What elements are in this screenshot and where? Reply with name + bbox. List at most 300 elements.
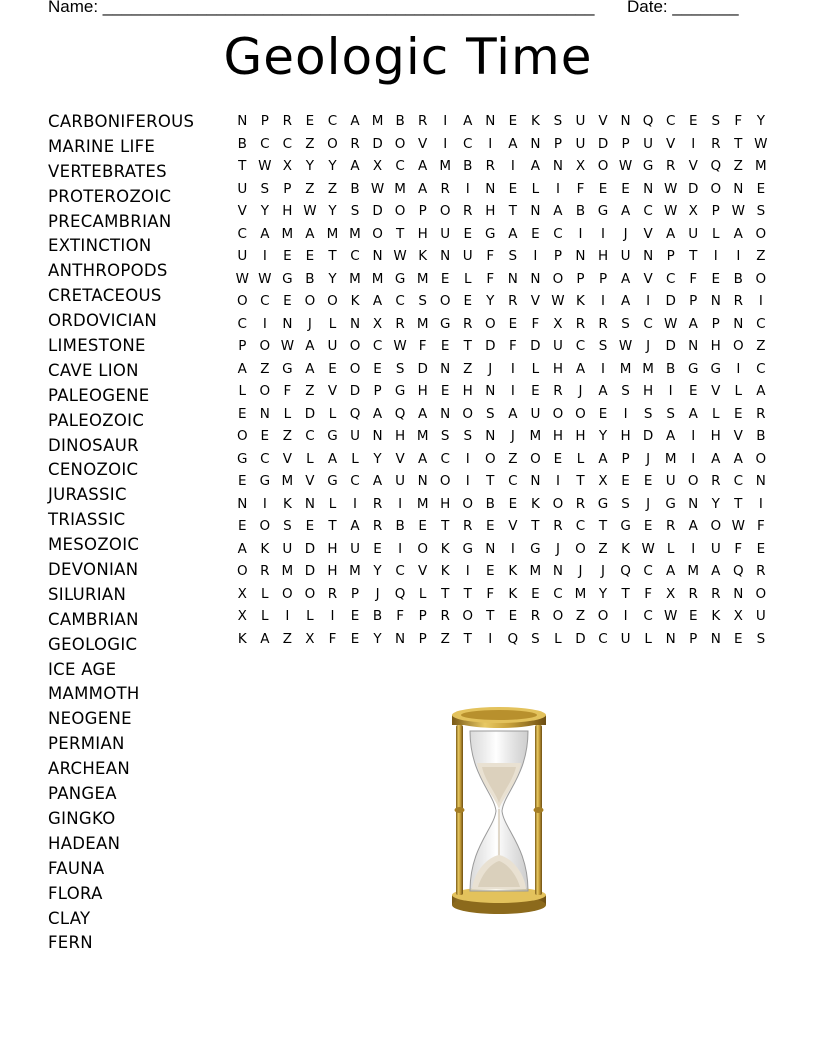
grid-letter: H	[440, 495, 451, 512]
grid-letter: W	[258, 158, 272, 175]
grid-letter: O	[327, 293, 338, 310]
grid-letter: U	[575, 135, 586, 152]
grid-row	[231, 493, 772, 516]
grid-letter: X	[598, 473, 608, 490]
grid-letter: J	[646, 450, 651, 467]
grid-letter: G	[394, 383, 406, 400]
grid-letter: E	[486, 563, 495, 580]
grid-letter: D	[417, 360, 428, 377]
grid-letter: T	[463, 630, 472, 647]
grid-letter: D	[597, 135, 609, 152]
grid-letter: K	[237, 630, 247, 647]
grid-letter: O	[597, 608, 609, 625]
grid-letter: S	[463, 428, 473, 445]
word-list-item: SILURIAN	[48, 584, 127, 604]
word-list-item: PROTEROZOIC	[48, 186, 172, 206]
grid-letter: E	[328, 360, 337, 377]
grid-letter: R	[688, 585, 698, 602]
grid-letter: T	[621, 585, 630, 602]
grid-letter: U	[688, 225, 699, 242]
grid-letter: R	[327, 585, 338, 602]
grid-letter: Y	[373, 630, 382, 647]
grid-letter: N	[485, 113, 496, 130]
grid-letter: Y	[373, 563, 382, 580]
grid-letter: K	[260, 540, 270, 557]
grid-letter: A	[463, 113, 473, 130]
grid-letter: L	[238, 383, 247, 400]
grid-letter: O	[439, 203, 451, 220]
grid-letter: O	[597, 158, 609, 175]
grid-letter: N	[530, 203, 541, 220]
grid-letter: A	[620, 203, 631, 220]
grid-letter: P	[418, 630, 427, 647]
grid-letter: M	[326, 225, 339, 242]
grid-letter: I	[465, 563, 470, 580]
word-list-item: CAMBRIAN	[48, 609, 139, 629]
grid-letter: B	[237, 135, 247, 152]
grid-letter: O	[439, 293, 451, 310]
grid-letter: Q	[507, 630, 519, 647]
grid-letter: E	[734, 630, 743, 647]
word-list-item: VERTEBRATES	[48, 161, 167, 181]
grid-letter: O	[462, 608, 474, 625]
grid-letter: V	[305, 473, 315, 490]
letter-grid	[231, 110, 772, 650]
grid-letter: T	[395, 225, 405, 242]
grid-letter: O	[484, 450, 496, 467]
grid-letter: E	[440, 338, 450, 355]
grid-letter: V	[643, 270, 653, 287]
grid-letter: N	[349, 315, 361, 332]
grid-letter: N	[417, 473, 428, 490]
word-list-item: CENOZOIC	[48, 460, 139, 480]
grid-letter: A	[733, 225, 743, 242]
grid-letter: T	[576, 473, 585, 490]
grid-letter: E	[238, 473, 247, 490]
grid-letter: I	[691, 135, 696, 152]
grid-letter: O	[282, 585, 293, 602]
grid-letter: I	[623, 405, 628, 422]
grid-row	[231, 538, 772, 561]
grid-letter: I	[758, 293, 763, 310]
grid-letter: E	[688, 608, 698, 625]
grid-row	[231, 223, 772, 246]
grid-row	[231, 358, 772, 381]
grid-letter: G	[439, 315, 451, 332]
grid-letter: N	[688, 338, 699, 355]
grid-letter: P	[283, 180, 292, 197]
grid-letter: E	[688, 383, 698, 400]
grid-letter: F	[508, 338, 517, 355]
grid-letter: H	[597, 248, 609, 265]
grid-letter: M	[281, 563, 294, 580]
grid-letter: W	[393, 338, 407, 355]
grid-letter: E	[260, 428, 270, 445]
grid-letter: I	[353, 495, 357, 512]
grid-letter: I	[262, 248, 267, 265]
grid-letter: O	[484, 315, 496, 332]
grid-letter: S	[553, 113, 563, 130]
grid-letter: U	[440, 225, 451, 242]
grid-letter: Y	[328, 158, 337, 175]
word-list-item: FAUNA	[48, 858, 105, 878]
grid-letter: I	[691, 540, 696, 557]
grid-letter: E	[440, 383, 450, 400]
grid-letter: N	[530, 473, 541, 490]
grid-row	[231, 200, 772, 223]
grid-letter: R	[553, 383, 563, 400]
grid-letter: U	[575, 113, 586, 130]
grid-letter: O	[439, 473, 451, 490]
grid-letter: H	[417, 383, 428, 400]
grid-letter: V	[418, 563, 428, 580]
grid-letter: C	[598, 630, 608, 647]
grid-letter: W	[618, 158, 633, 175]
grid-letter: Y	[328, 203, 337, 220]
grid-letter: O	[710, 518, 722, 535]
grid-letter: E	[508, 315, 518, 332]
grid-letter: M	[529, 563, 542, 580]
grid-letter: J	[646, 495, 651, 512]
grid-letter: G	[327, 428, 338, 445]
grid-letter: U	[282, 540, 293, 557]
grid-letter: C	[282, 135, 293, 152]
grid-letter: L	[283, 405, 292, 422]
grid-letter: N	[282, 315, 293, 332]
grid-letter: C	[305, 428, 315, 445]
grid-letter: O	[236, 293, 248, 310]
grid-letter: Y	[328, 270, 337, 287]
grid-letter: F	[283, 383, 292, 400]
grid-letter: S	[621, 383, 630, 400]
grid-letter: G	[462, 540, 473, 557]
grid-letter: V	[237, 203, 247, 220]
grid-letter: O	[394, 203, 406, 220]
grid-letter: A	[260, 225, 270, 242]
grid-letter: P	[350, 585, 360, 602]
grid-letter: N	[237, 113, 248, 130]
grid-letter: Y	[373, 450, 382, 467]
grid-letter: G	[327, 473, 338, 490]
grid-letter: S	[711, 113, 721, 130]
grid-letter: N	[372, 428, 383, 445]
grid-letter: N	[575, 248, 586, 265]
grid-letter: M	[281, 225, 294, 242]
grid-letter: V	[711, 383, 721, 400]
name-field-label: Name: ____________________________________________________	[48, 0, 595, 16]
grid-letter: D	[665, 293, 676, 310]
grid-letter: G	[687, 360, 699, 377]
grid-letter: A	[372, 473, 383, 490]
grid-letter: C	[395, 293, 405, 310]
grid-letter: E	[486, 518, 495, 535]
word-list-item: HADEAN	[48, 833, 121, 853]
grid-letter: J	[646, 338, 651, 355]
grid-letter: F	[396, 608, 404, 625]
grid-letter: W	[258, 270, 272, 287]
grid-letter: P	[418, 203, 427, 220]
grid-letter: W	[551, 293, 565, 310]
grid-letter: T	[598, 518, 608, 535]
grid-letter: O	[259, 338, 271, 355]
grid-letter: A	[372, 405, 383, 422]
grid-letter: O	[755, 225, 767, 242]
grid-letter: N	[755, 473, 766, 490]
grid-letter: F	[644, 585, 652, 602]
grid-letter: X	[666, 585, 676, 602]
grid-letter: O	[732, 338, 744, 355]
grid-letter: C	[463, 135, 473, 152]
grid-letter: W	[731, 518, 745, 535]
grid-letter: K	[711, 608, 721, 625]
grid-letter: S	[395, 360, 405, 377]
grid-letter: Z	[463, 360, 473, 377]
grid-letter: O	[349, 360, 361, 377]
grid-letter: L	[576, 450, 585, 467]
grid-letter: S	[621, 315, 630, 332]
grid-letter: Z	[305, 383, 315, 400]
word-list-item: MESOZOIC	[48, 535, 140, 555]
grid-letter: E	[734, 405, 743, 422]
grid-letter: H	[552, 428, 563, 445]
grid-letter: O	[417, 540, 428, 557]
grid-letter: R	[575, 315, 586, 332]
grid-letter: R	[553, 518, 563, 535]
grid-letter: B	[485, 495, 495, 512]
grid-letter: Y	[598, 428, 608, 445]
grid-letter: I	[398, 495, 403, 512]
grid-letter: P	[689, 630, 698, 647]
grid-letter: U	[237, 248, 248, 265]
grid-letter: I	[285, 608, 290, 625]
grid-letter: R	[350, 135, 360, 152]
grid-letter: S	[283, 518, 292, 535]
grid-letter: M	[349, 270, 361, 287]
grid-row	[231, 335, 772, 358]
grid-letter: E	[711, 270, 721, 287]
grid-letter: F	[418, 338, 427, 355]
grid-letter: H	[710, 428, 721, 445]
grid-letter: S	[486, 405, 495, 422]
grid-letter: T	[328, 518, 337, 535]
grid-row	[231, 403, 772, 426]
grid-letter: A	[666, 428, 676, 445]
grid-letter: O	[304, 585, 316, 602]
word-list-item: ANTHROPODS	[48, 261, 168, 281]
grid-letter: Z	[282, 630, 292, 647]
grid-letter: D	[575, 630, 586, 647]
hourglass-icon	[446, 705, 552, 917]
grid-letter: M	[416, 270, 429, 287]
grid-letter: A	[508, 135, 518, 152]
grid-letter: N	[440, 405, 451, 422]
grid-letter: M	[394, 180, 406, 197]
grid-letter: R	[372, 518, 383, 535]
grid-letter: R	[395, 315, 405, 332]
grid-letter: K	[282, 495, 292, 512]
grid-letter: A	[756, 383, 766, 400]
word-list-item: TRIASSIC	[48, 510, 126, 530]
header	[48, 0, 739, 17]
grid-letter: Z	[305, 180, 315, 197]
grid-letter: A	[350, 518, 360, 535]
grid-letter: N	[530, 270, 541, 287]
grid-letter: T	[441, 585, 450, 602]
grid-letter: H	[552, 360, 563, 377]
grid-letter: U	[620, 248, 631, 265]
grid-letter: I	[510, 158, 515, 175]
grid-letter: D	[642, 428, 654, 445]
grid-letter: P	[373, 383, 382, 400]
grid-letter: I	[330, 608, 335, 625]
grid-letter: O	[755, 450, 767, 467]
grid-letter: G	[620, 518, 631, 535]
grid-letter: A	[598, 383, 608, 400]
grid-letter: I	[601, 225, 606, 242]
grid-letter: H	[327, 563, 338, 580]
grid-letter: I	[691, 428, 696, 445]
grid-letter: Z	[756, 248, 766, 265]
grid-letter: E	[621, 180, 630, 197]
grid-letter: C	[260, 293, 270, 310]
grid-letter: L	[531, 180, 540, 197]
grid-letter: S	[260, 180, 270, 197]
grid-letter: M	[687, 563, 700, 580]
grid-letter: U	[710, 540, 721, 557]
grid-letter: P	[418, 608, 427, 625]
grid-letter: N	[485, 540, 496, 557]
word-list-item: PERMIAN	[48, 734, 125, 754]
grid-letter: I	[601, 293, 606, 310]
grid-letter: P	[711, 315, 720, 332]
grid-letter: V	[688, 158, 698, 175]
grid-letter: X	[372, 158, 383, 175]
grid-letter: M	[371, 270, 384, 287]
grid-letter: A	[575, 360, 586, 377]
grid-letter: F	[328, 630, 337, 647]
grid-letter: W	[618, 338, 633, 355]
grid-letter: P	[238, 338, 247, 355]
grid-letter: N	[688, 495, 699, 512]
grid-letter: R	[665, 158, 676, 175]
grid-letter: I	[555, 180, 560, 197]
grid-letter: N	[710, 630, 721, 647]
grid-letter: X	[305, 630, 315, 647]
grid-row	[231, 605, 772, 628]
word-list-item: PANGEA	[48, 784, 117, 804]
word-list-item: MAMMOTH	[48, 684, 140, 704]
grid-row	[231, 110, 772, 133]
grid-letter: N	[552, 563, 563, 580]
grid-letter: P	[553, 135, 562, 152]
grid-letter: O	[575, 405, 586, 422]
grid-letter: L	[261, 585, 269, 602]
grid-letter: C	[643, 203, 653, 220]
grid-letter: P	[689, 293, 698, 310]
grid-row	[231, 313, 772, 336]
grid-letter: Q	[710, 158, 722, 175]
grid-letter: Y	[598, 585, 608, 602]
grid-letter: B	[350, 180, 360, 197]
grid-letter: D	[304, 563, 316, 580]
grid-letter: H	[395, 428, 406, 445]
grid-letter: E	[238, 405, 247, 422]
grid-letter: W	[641, 540, 655, 557]
grid-letter: T	[486, 473, 495, 490]
grid-letter: I	[601, 360, 606, 377]
grid-letter: C	[643, 315, 653, 332]
grid-letter: B	[305, 270, 315, 287]
grid-letter: C	[575, 518, 586, 535]
grid-letter: U	[327, 338, 338, 355]
date-field-label: Date: _______	[627, 0, 739, 16]
grid-letter: H	[417, 225, 428, 242]
grid-letter: S	[598, 338, 608, 355]
grid-letter: I	[623, 608, 628, 625]
grid-letter: V	[530, 293, 540, 310]
grid-letter: B	[575, 203, 586, 220]
grid-letter: Q	[642, 113, 654, 130]
grid-letter: O	[462, 405, 474, 422]
grid-letter: S	[621, 495, 630, 512]
grid-letter: O	[710, 180, 722, 197]
grid-letter: I	[578, 225, 583, 242]
grid-letter: R	[282, 113, 293, 130]
grid-letter: L	[554, 630, 562, 647]
grid-letter: U	[552, 338, 563, 355]
grid-letter: E	[598, 405, 608, 422]
grid-letter: E	[508, 113, 518, 130]
grid-letter: Z	[575, 608, 586, 625]
grid-letter: R	[756, 563, 766, 580]
grid-letter: C	[553, 225, 563, 242]
grid-letter: T	[531, 518, 540, 535]
grid-letter: P	[621, 135, 630, 152]
grid-letter: A	[305, 225, 315, 242]
grid-letter: O	[394, 135, 406, 152]
grid-letter: D	[688, 180, 699, 197]
grid-letter: Z	[260, 360, 270, 377]
grid-letter: O	[530, 450, 541, 467]
grid-letter: U	[530, 405, 541, 422]
grid-letter: Q	[394, 405, 406, 422]
grid-letter: N	[485, 180, 496, 197]
grid-letter: F	[531, 315, 540, 332]
grid-letter: E	[418, 518, 427, 535]
grid-letter: D	[349, 383, 361, 400]
grid-letter: K	[530, 495, 540, 512]
grid-letter: I	[262, 315, 267, 332]
grid-letter: H	[643, 383, 654, 400]
grid-letter: O	[349, 338, 361, 355]
word-list	[48, 110, 194, 956]
grid-letter: L	[261, 608, 269, 625]
grid-letter: G	[597, 495, 609, 512]
grid-letter: R	[485, 158, 495, 175]
grid-letter: N	[372, 248, 383, 265]
grid-letter: L	[666, 540, 675, 557]
grid-letter: F	[734, 540, 743, 557]
grid-letter: G	[394, 270, 406, 287]
grid-letter: N	[485, 428, 496, 445]
grid-letter: W	[663, 315, 678, 332]
grid-letter: L	[711, 225, 720, 242]
grid-letter: O	[259, 383, 271, 400]
grid-letter: M	[416, 495, 429, 512]
grid-letter: C	[440, 450, 450, 467]
grid-row	[231, 448, 772, 471]
grid-letter: I	[465, 180, 470, 197]
